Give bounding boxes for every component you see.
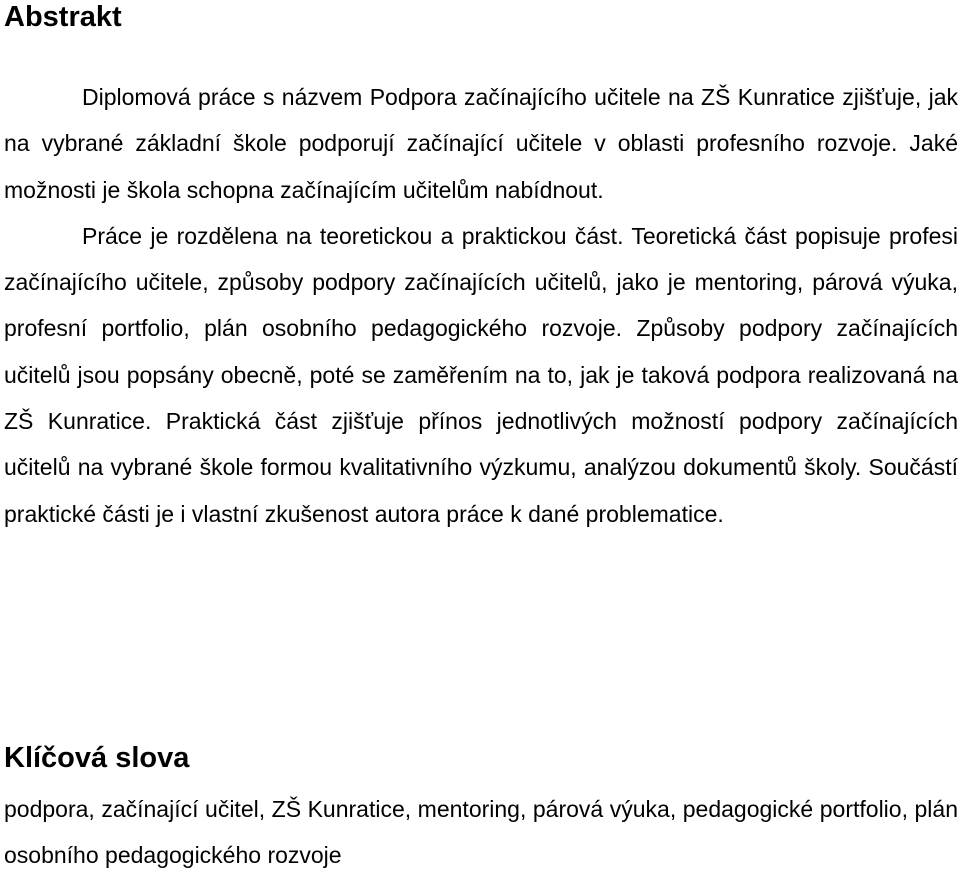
- abstract-heading: Abstrakt: [4, 1, 122, 33]
- abstract-paragraph: Práce je rozdělena na teoretickou a praktickou část. Teoretická část popisuje profesi začínajícího učitele, způsoby podpory začínajících učitelů, jako je mentoring, párová výuka, profesní portfolio, plán osobního pedagogického rozvoje. Způsoby podpory začínajících učitelů jsou popsány obecně, poté se zaměřením na to, jak je taková podpora realizovaná na ZŠ Kunratice. Praktická část zjišťuje přínos jednotlivých možností podpory začínajících učitelů na vybrané škole formou kvalitativního výzkumu, analýzou dokumentů školy. Součástí praktické části je i vlastní zkušenost autora práce k dané problematice.: [4, 222, 958, 527]
- abstract-paragraph: Diplomová práce s názvem Podpora začínajícího učitele na ZŠ Kunratice zjišťuje, jak na vybrané základní škole podporují začínající učitele v oblasti profesního rozvoje. Jaké možnosti je škola schopna začínajícím učitelům nabídnout.: [4, 84, 958, 203]
- keywords-heading: Klíčová slova: [4, 742, 190, 774]
- abstract-body: [4, 74, 958, 537]
- keywords-text: podpora, začínající učitel, ZŠ Kunratice, mentoring, párová výuka, pedagogické portfolio, plán osobního pedagogického rozvoje: [4, 796, 958, 868]
